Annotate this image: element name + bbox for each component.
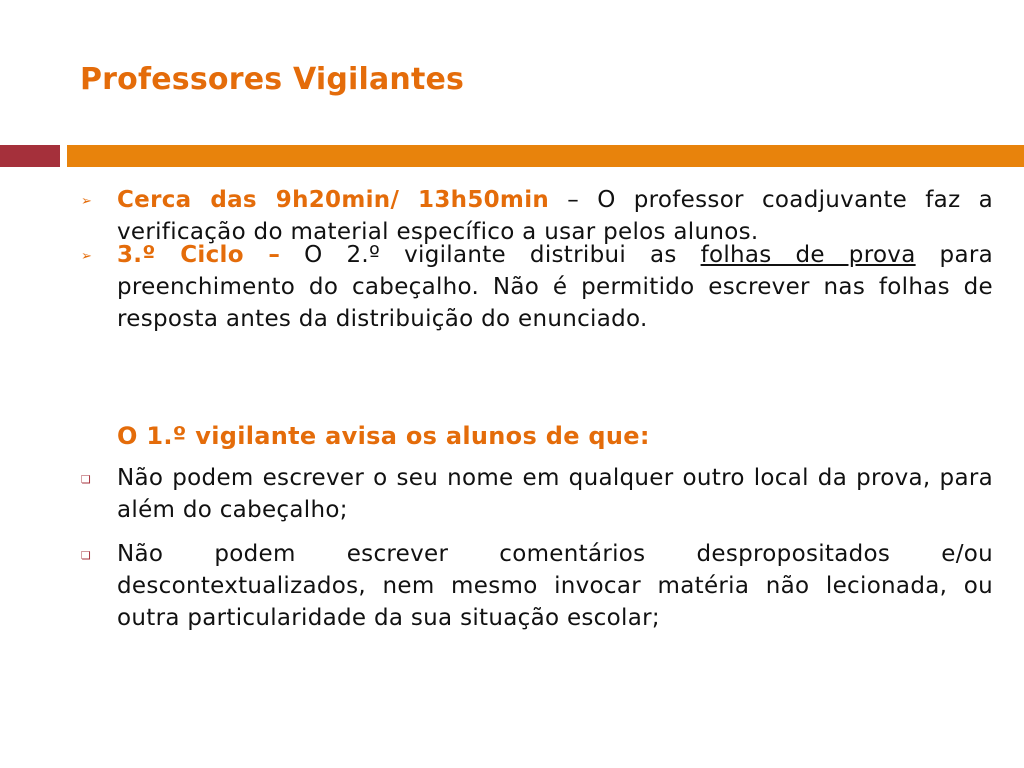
bullet-highlight: 3.º Ciclo – xyxy=(117,242,281,268)
checklist-item-1 xyxy=(117,462,993,526)
arrow-bullet-icon: ➢ xyxy=(81,249,92,264)
bullet-highlight: Cerca das 9h20min/ 13h50min xyxy=(117,187,550,213)
bullet-text-after: para preenchimento do cabeçalho. Não é permitido escrever nas folhas de resposta antes da distribuição do enunciado. xyxy=(117,242,993,332)
bullet-text: – O professor coadjuvante faz a verificação do material específico a usar pelos alunos. xyxy=(117,187,993,245)
underlined-term: folhas de prova xyxy=(700,242,916,268)
bullet-item-2 xyxy=(117,239,993,335)
square-bullet-icon: ❏ xyxy=(81,473,91,486)
section-subheading: O 1.º vigilante avisa os alunos de que: xyxy=(117,422,650,450)
square-bullet-icon: ❏ xyxy=(81,549,91,562)
arrow-bullet-icon: ➢ xyxy=(81,194,92,209)
bullet-text-before: O 2.º vigilante distribui as xyxy=(280,242,701,268)
checklist-item-2 xyxy=(117,538,993,634)
slide-title: Professores Vigilantes xyxy=(80,62,465,97)
checklist-text: Não podem escrever o seu nome em qualquer outro local da prova, para além do cabeçalho; xyxy=(117,465,993,523)
checklist-text: Não podem escrever comentários despropositados e/ou descontextualizados, nem mesmo invocar matéria não lecionada, ou outra particularidade da sua situação escolar; xyxy=(117,541,993,631)
